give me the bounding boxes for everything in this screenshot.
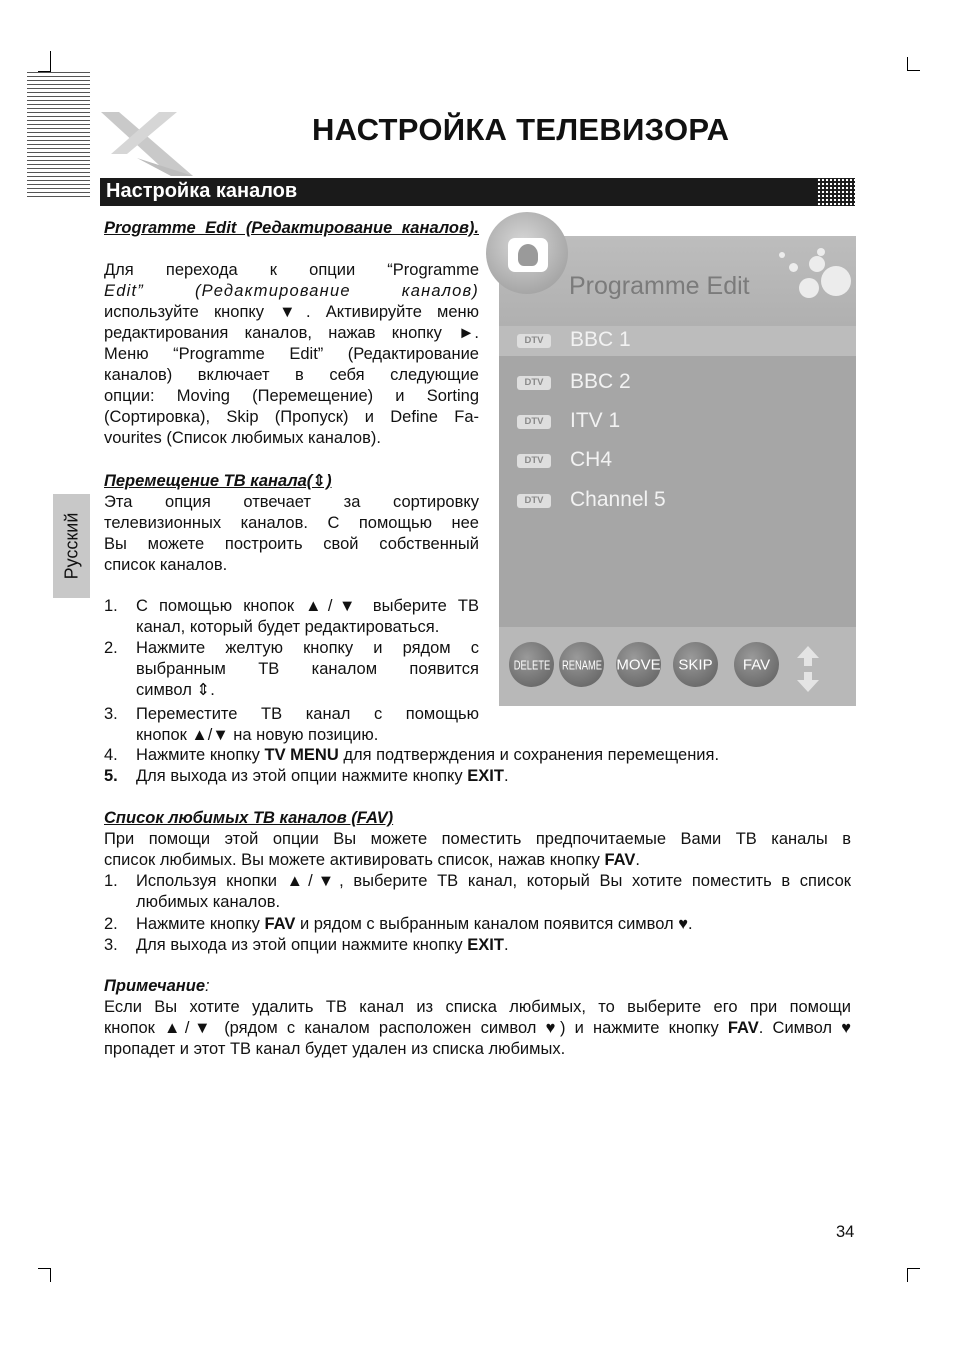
bubble-decoration <box>789 263 798 272</box>
crop-mark <box>907 57 908 71</box>
step-number: 1. <box>104 597 118 615</box>
text-line: Для перехода к опции “Programme <box>104 261 479 279</box>
step-number: 3. <box>104 705 118 723</box>
bubble-decoration <box>799 278 819 298</box>
fav-intro: При помощи этой опции Вы можете поместить предпочитаемые Вами ТВ каналы в список любимых. Вы можете активировать список, нажав кнопку FAV. <box>104 830 851 869</box>
fav-heading: Список любимых ТВ каналов (FAV) <box>104 809 394 827</box>
skip-button[interactable]: SKIP <box>673 642 718 687</box>
channel-name: CH4 <box>570 448 613 471</box>
bubble-decoration <box>809 256 825 272</box>
delete-button[interactable]: DELETE <box>509 642 554 687</box>
move-button[interactable]: MOVE <box>616 642 661 687</box>
channel-name: Channel 5 <box>570 488 666 511</box>
dtv-badge: DTV <box>517 454 551 468</box>
text-line: Edit” (Редактирование каналов) <box>104 282 479 300</box>
halftone-decoration <box>817 178 855 206</box>
crop-mark <box>907 70 920 71</box>
language-label: Русский <box>61 512 81 580</box>
selected-row-highlight <box>499 326 856 356</box>
text-line: Вы можете построить свой собственный <box>104 535 479 553</box>
step-number: 5. <box>104 767 118 785</box>
step-text: Нажмите желтую кнопку и рядом с выбранным ТВ каналом появится символ ⇕. <box>136 639 479 699</box>
page-number: 34 <box>836 1223 855 1241</box>
note-heading: Примечание: <box>104 977 210 995</box>
dtv-badge: DTV <box>517 494 551 508</box>
step-number: 2. <box>104 639 118 657</box>
step-text: С помощью кнопок ▲/▼ выберите ТВ канал, который будет редактироваться. <box>136 597 479 636</box>
text-line: редактирования каналов, нажав кнопку ►. <box>104 324 479 342</box>
crop-mark <box>907 1268 908 1282</box>
section-bar <box>100 178 855 206</box>
note-body: Если Вы хотите удалить ТВ канал из списка любимых, то выберите его при помощи кнопок ▲/▼ (рядом с каналом расположен символ ♥) и нажмите кнопку FAV. Символ ♥ пропадет и этот ТВ канал будет удален из списка любимых. <box>104 998 851 1058</box>
fav-button[interactable]: FAV <box>734 642 779 687</box>
brand-stripes <box>27 72 90 200</box>
programme-edit-heading: Programme Edit (Редактирование каналов). <box>104 219 479 237</box>
bubble-decoration <box>817 248 825 256</box>
step-text: Нажмите кнопку FAV и рядом с выбранным каналом появится символ ♥. <box>136 915 693 933</box>
text-line: (Сортировка), Skip (Пропуск) и Define Fa- <box>104 408 479 426</box>
rename-button[interactable]: RENAME <box>559 642 604 687</box>
dtv-badge: DTV <box>517 376 551 390</box>
step-number: 1. <box>104 872 118 890</box>
text-line: Эта опция отвечает за сортировку <box>104 493 479 511</box>
text-line: Меню “Programme Edit” (Редактирование <box>104 345 479 363</box>
dtv-badge: DTV <box>517 334 551 348</box>
crop-mark <box>50 1268 51 1282</box>
tv-menu-icon <box>486 212 568 294</box>
dtv-badge: DTV <box>517 415 551 429</box>
text-line: телевизионных каналов. С помощью нее <box>104 514 479 532</box>
section-title: Настройка каналов <box>106 180 298 202</box>
channel-name: BBC 2 <box>570 370 631 393</box>
programme-edit-body <box>104 260 479 449</box>
programme-edit-screen <box>499 236 856 706</box>
step-text: Для выхода из этой опции нажмите кнопку EXIT. <box>136 767 509 785</box>
step-text: Используя кнопки ▲/▼, выберите ТВ канал, который Вы хотите поместить в список любимых каналов. <box>136 872 851 911</box>
step-number: 3. <box>104 936 118 954</box>
moving-heading: Перемещение ТВ канала(⇕) <box>104 472 332 490</box>
brand-x-logo <box>97 108 197 178</box>
text-line: vourites (Список любимых каналов). <box>104 429 381 447</box>
text-line: опции: Moving (Перемещение) и Sorting <box>104 387 479 405</box>
bubble-decoration <box>779 252 785 258</box>
crop-mark <box>50 51 51 72</box>
step-number: 2. <box>104 915 118 933</box>
channel-name: BBC 1 <box>570 328 631 351</box>
text-line: используйте кнопку ▼. Активируйте меню <box>104 303 479 321</box>
moving-body <box>104 492 479 576</box>
language-tab <box>53 494 90 598</box>
crop-mark <box>907 1268 920 1269</box>
text-line: список каналов. <box>104 556 228 574</box>
step-text: Нажмите кнопку TV MENU для подтверждения и сохранения перемещения. <box>136 746 720 764</box>
step-number: 4. <box>104 746 118 764</box>
page-title: НАСТРОЙКА ТЕЛЕВИЗОРА <box>312 112 730 147</box>
bubble-decoration <box>821 266 851 296</box>
step-text: Переместите ТВ канал с помощью кнопок ▲/▼ на новую позицию. <box>136 705 479 744</box>
up-down-arrows-icon[interactable] <box>795 644 821 694</box>
step-text: Для выхода из этой опции нажмите кнопку EXIT. <box>136 936 509 954</box>
channel-name: ITV 1 <box>570 409 621 432</box>
text-line: каналов) включает в себя следующие <box>104 366 479 384</box>
screen-title: Programme Edit <box>569 272 750 300</box>
